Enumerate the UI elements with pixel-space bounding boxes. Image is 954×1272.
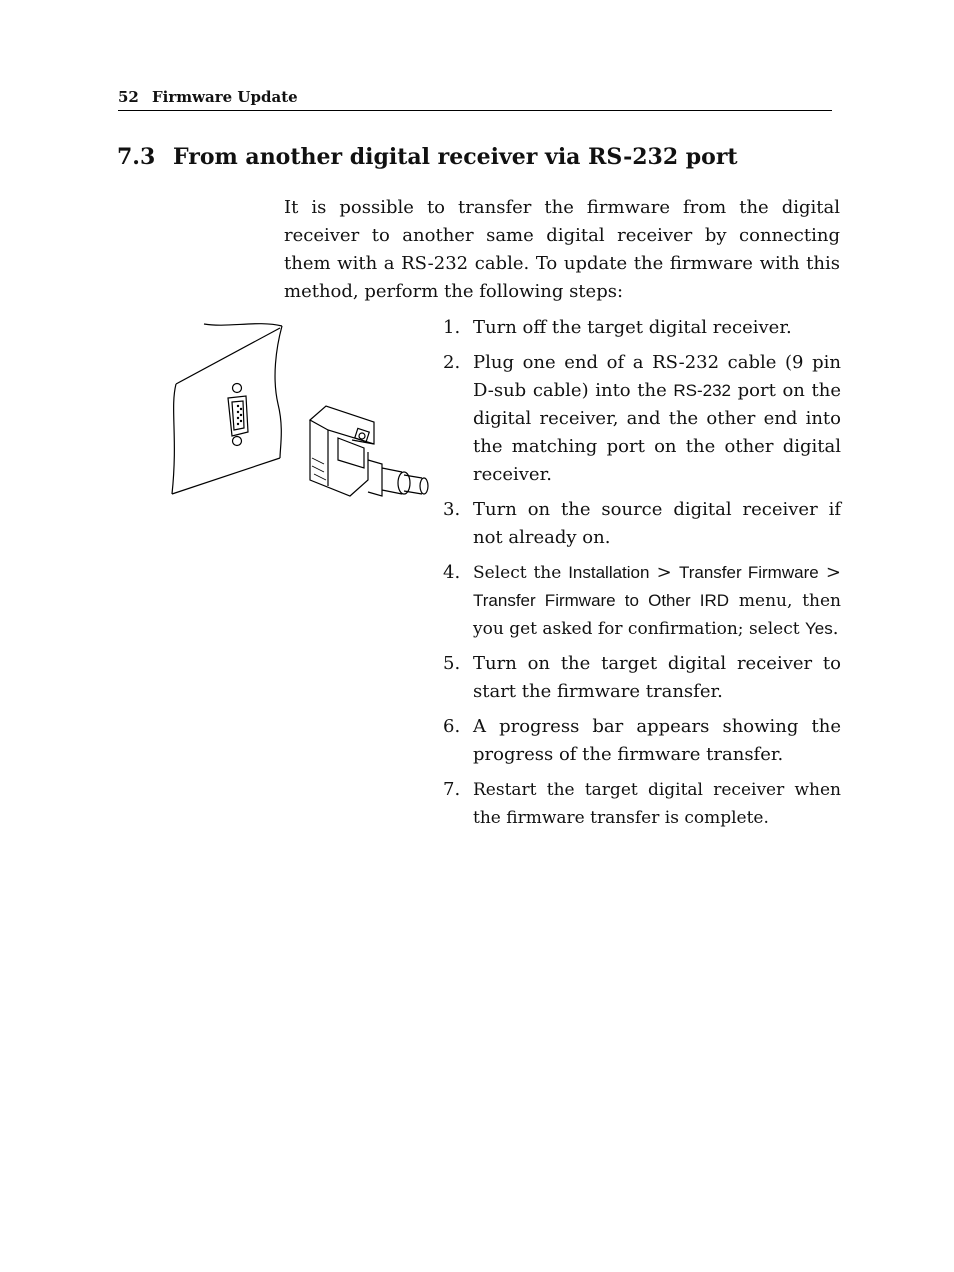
step-text: A progress bar appears showing the progress of the firmware transfer. bbox=[473, 716, 841, 765]
list-item bbox=[443, 559, 841, 643]
section-number: 7.3 bbox=[117, 144, 156, 170]
list-item bbox=[443, 776, 841, 832]
chapter-title: Firmware Update bbox=[152, 88, 298, 106]
step-text: . bbox=[832, 618, 839, 639]
ui-term-yes: Yes bbox=[804, 619, 833, 638]
ui-term-installation: Installation bbox=[568, 563, 650, 582]
section-title: From another digital receiver via RS-232 port bbox=[173, 144, 738, 170]
intro-paragraph: It is possible to transfer the firmware from the digital receiver to another same digital receiver by connecting them with a RS-232 cable. To update the firmware with this method, perform the following steps: bbox=[284, 197, 840, 302]
step-number: 1. bbox=[443, 317, 461, 338]
step-text: Plug one end of a RS-232 cable (9 pin D-sub cable) into the bbox=[473, 352, 841, 401]
step-number: 5. bbox=[443, 653, 461, 674]
step-text: menu, then you get asked for confirmation; select bbox=[473, 591, 841, 639]
step-number: 6. bbox=[443, 716, 461, 737]
list-item bbox=[443, 349, 841, 489]
ui-term-transfer-to-other-ird: Transfer Firmware to Other IRD bbox=[473, 591, 730, 610]
steps-list bbox=[443, 314, 841, 839]
step-number: 3. bbox=[443, 499, 461, 520]
list-item bbox=[443, 650, 841, 706]
list-item bbox=[443, 496, 841, 552]
section-heading bbox=[117, 144, 738, 170]
rs232-connector-illustration bbox=[168, 318, 434, 508]
running-header bbox=[118, 88, 832, 111]
ui-term-transfer-firmware: Transfer Firmware bbox=[678, 563, 819, 582]
step-number: 7. bbox=[443, 779, 461, 800]
step-number: 2. bbox=[443, 352, 461, 373]
step-text: Turn on the target digital receiver to start the firmware transfer. bbox=[473, 653, 841, 702]
list-item bbox=[443, 713, 841, 769]
list-item bbox=[443, 314, 841, 342]
step-text: Restart the target digital receiver when the firmware transfer is complete. bbox=[473, 780, 841, 828]
step-text: Turn on the source digital receiver if not already on. bbox=[473, 499, 841, 548]
page-number: 52 bbox=[118, 88, 139, 106]
step-number: 4. bbox=[443, 562, 461, 583]
ui-term-rs232: RS-232 bbox=[673, 381, 731, 400]
menu-separator: > bbox=[818, 562, 841, 583]
menu-separator: > bbox=[649, 562, 679, 583]
step-text: Turn off the target digital receiver. bbox=[473, 317, 792, 338]
step-text: port on the digital receiver, and the other end into the matching port on the other digital receiver. bbox=[473, 380, 841, 485]
step-text: Select the bbox=[473, 563, 569, 583]
